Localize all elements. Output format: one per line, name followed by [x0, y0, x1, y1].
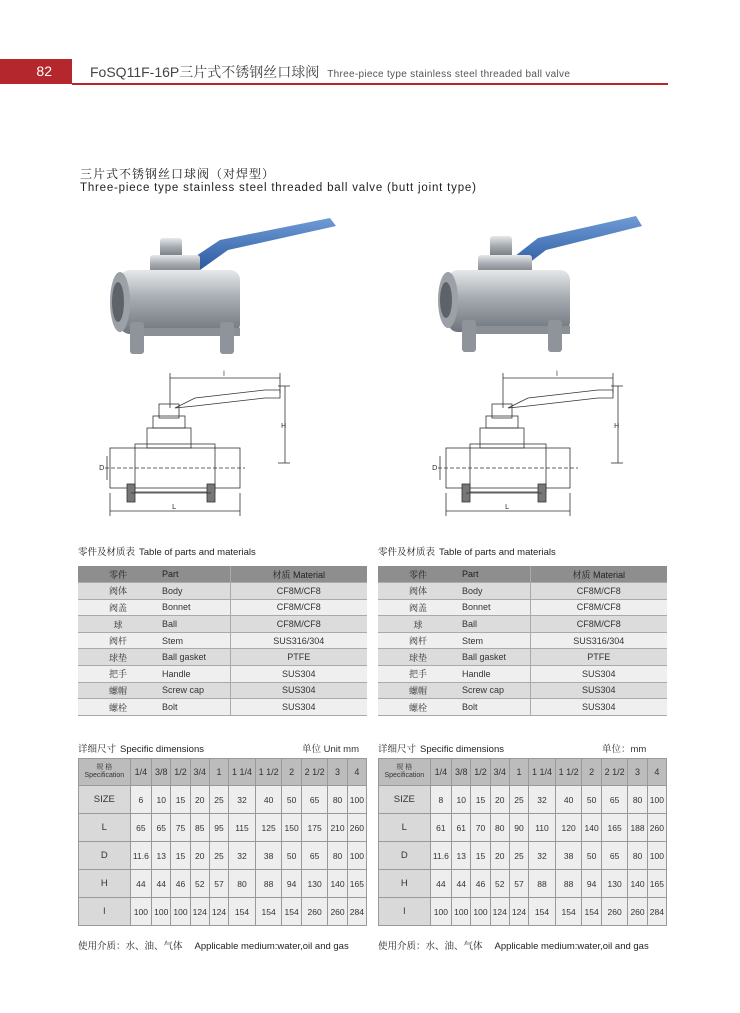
size-header-cell: 1/2: [471, 759, 490, 786]
header-title: [90, 62, 570, 82]
section-title-en: Three-piece type stainless steel threaded ball valve (butt joint type): [80, 182, 477, 194]
part-material: SUS316/304: [230, 632, 367, 649]
part-cn: 球: [378, 616, 458, 633]
dim-value-cell: 260: [301, 898, 328, 926]
dim-value-cell: 120: [555, 814, 582, 842]
dim-value-cell: 154: [229, 898, 256, 926]
dims-unit-right: 单位：mm: [602, 744, 647, 755]
size-header-cell: 2: [282, 759, 301, 786]
table-row: [378, 682, 667, 699]
dim-value-cell: 124: [509, 898, 528, 926]
part-material: CF8M/CF8: [230, 599, 367, 616]
part-material: SUS304: [230, 682, 367, 699]
parts-title-en: Table of parts and materials: [139, 547, 256, 558]
dim-value-cell: 140: [628, 870, 647, 898]
table-row: [78, 649, 367, 666]
table-row: [78, 666, 367, 683]
part-en: Bolt: [158, 699, 230, 716]
dim-value-cell: 6: [130, 786, 151, 814]
dims-title-right: [378, 741, 504, 755]
medium-en: Applicable medium:water,oil and gas: [194, 941, 349, 952]
size-header-cell: 3: [328, 759, 347, 786]
size-header-cell: 3/4: [190, 759, 209, 786]
dim-value-cell: 284: [347, 898, 366, 926]
table-row: [378, 632, 667, 649]
table-row: [379, 814, 667, 842]
dim-value-cell: 52: [190, 870, 209, 898]
spec-label-en: Specification: [384, 772, 425, 779]
table-row: [79, 814, 367, 842]
table-row: [379, 842, 667, 870]
table-row: [378, 599, 667, 616]
dim-value-cell: 50: [282, 786, 301, 814]
parts-header-cell: Part: [458, 566, 530, 583]
part-en: Body: [458, 583, 530, 600]
dim-value-cell: 80: [328, 842, 347, 870]
dim-value-cell: 210: [328, 814, 347, 842]
part-material: SUS304: [530, 699, 667, 716]
dim-value-cell: 260: [328, 898, 347, 926]
parts-header-row: [378, 566, 667, 583]
dim-value-cell: 32: [229, 786, 256, 814]
row-label: l: [379, 898, 431, 926]
row-label: SIZE: [379, 786, 431, 814]
part-cn: 螺栓: [378, 699, 458, 716]
table-row: [378, 666, 667, 683]
table-row: [78, 583, 367, 600]
row-label: D: [79, 842, 131, 870]
medium-cn: 使用介质：水、油、气体: [378, 941, 483, 952]
table-row: [78, 632, 367, 649]
dim-value-cell: 124: [190, 898, 209, 926]
technical-drawing-right: [428, 368, 638, 518]
part-material: PTFE: [530, 649, 667, 666]
parts-table-right: [378, 566, 667, 716]
part-material: PTFE: [230, 649, 367, 666]
part-cn: 阀盖: [78, 599, 158, 616]
dim-value-cell: 65: [130, 814, 151, 842]
dim-value-cell: 165: [647, 870, 666, 898]
dim-label-d: D: [432, 464, 438, 472]
dims-header-row: [79, 759, 367, 786]
dim-value-cell: 90: [509, 814, 528, 842]
table-row: [378, 649, 667, 666]
dim-label-L: L: [172, 503, 176, 511]
dim-value-cell: 130: [301, 870, 328, 898]
dim-value-cell: 95: [209, 814, 228, 842]
dim-value-cell: 8: [430, 786, 451, 814]
dim-value-cell: 15: [171, 786, 190, 814]
parts-header-cell: 零件: [78, 566, 158, 583]
size-header-cell: 1/4: [130, 759, 151, 786]
dim-value-cell: 75: [171, 814, 190, 842]
dim-value-cell: 260: [347, 814, 366, 842]
size-header-cell: 2: [582, 759, 601, 786]
size-header-cell: 3/4: [490, 759, 509, 786]
row-label: H: [379, 870, 431, 898]
table-row: [79, 842, 367, 870]
dim-value-cell: 65: [301, 786, 328, 814]
dim-value-cell: 100: [471, 898, 490, 926]
size-header-cell: 1 1/4: [229, 759, 256, 786]
row-label: D: [379, 842, 431, 870]
dim-value-cell: 165: [601, 814, 628, 842]
part-cn: 把手: [378, 666, 458, 683]
dim-value-cell: 175: [301, 814, 328, 842]
dim-value-cell: 100: [130, 898, 151, 926]
dim-value-cell: 32: [229, 842, 256, 870]
size-header-cell: 1 1/2: [255, 759, 282, 786]
dim-value-cell: 110: [529, 814, 556, 842]
size-header-cell: 1 1/2: [555, 759, 582, 786]
dim-value-cell: 10: [152, 786, 171, 814]
dim-value-cell: 40: [255, 786, 282, 814]
header-rule: [72, 83, 668, 85]
spec-label: [379, 759, 431, 786]
dim-value-cell: 124: [490, 898, 509, 926]
dim-value-cell: 65: [601, 842, 628, 870]
dim-value-cell: 32: [529, 786, 556, 814]
table-row: [78, 616, 367, 633]
dim-label-h: H: [281, 422, 287, 430]
part-material: CF8M/CF8: [530, 599, 667, 616]
parts-title-left: [78, 544, 256, 558]
dim-value-cell: 20: [490, 842, 509, 870]
row-label: SIZE: [79, 786, 131, 814]
part-en: Body: [158, 583, 230, 600]
dim-label-l: l: [223, 370, 225, 378]
part-cn: 阀体: [78, 583, 158, 600]
part-cn: 螺栓: [78, 699, 158, 716]
dim-value-cell: 10: [452, 786, 471, 814]
dims-title-cn: 详细尺寸: [78, 744, 117, 755]
part-en: Ball gasket: [458, 649, 530, 666]
spec-label-cn: 规 格: [96, 764, 113, 771]
dim-value-cell: 61: [430, 814, 451, 842]
dim-value-cell: 140: [582, 814, 601, 842]
dim-value-cell: 65: [152, 814, 171, 842]
part-material: CF8M/CF8: [230, 616, 367, 633]
medium-cn: 使用介质：水、油、气体: [78, 941, 183, 952]
dim-value-cell: 100: [152, 898, 171, 926]
table-row: [378, 699, 667, 716]
parts-title-right: [378, 544, 556, 558]
table-row: [379, 898, 667, 926]
part-en: Bonnet: [158, 599, 230, 616]
valve-photo-right: [420, 210, 670, 360]
section-title-cn: 三片式不锈钢丝口球阀（对焊型）: [80, 167, 276, 181]
dim-value-cell: 25: [209, 842, 228, 870]
dims-table-right: [378, 758, 667, 926]
dim-value-cell: 15: [471, 842, 490, 870]
size-header-cell: 4: [347, 759, 366, 786]
dim-value-cell: 140: [328, 870, 347, 898]
spec-label-en: Specification: [84, 772, 125, 779]
dim-value-cell: 57: [209, 870, 228, 898]
medium-right: [378, 938, 649, 952]
parts-title-cn: 零件及材质表: [378, 547, 436, 558]
part-en: Screw cap: [458, 682, 530, 699]
part-material: CF8M/CF8: [530, 616, 667, 633]
part-material: SUS304: [230, 666, 367, 683]
dim-value-cell: 100: [171, 898, 190, 926]
dims-header-row: [379, 759, 667, 786]
medium-left: [78, 938, 349, 952]
dim-value-cell: 154: [529, 898, 556, 926]
dim-value-cell: 13: [152, 842, 171, 870]
dim-value-cell: 94: [282, 870, 301, 898]
technical-drawing-left: [95, 368, 305, 518]
dims-title-cn: 详细尺寸: [378, 744, 417, 755]
dim-value-cell: 130: [601, 870, 628, 898]
dims-title-en: Specific dimensions: [120, 744, 204, 755]
size-header-cell: 3/8: [152, 759, 171, 786]
dim-label-h: H: [614, 422, 620, 430]
spec-label-cn: 规 格: [396, 764, 413, 771]
dim-value-cell: 65: [601, 786, 628, 814]
dim-value-cell: 20: [190, 786, 209, 814]
table-row: [378, 583, 667, 600]
dim-value-cell: 52: [490, 870, 509, 898]
part-en: Stem: [458, 632, 530, 649]
part-cn: 阀杆: [78, 632, 158, 649]
part-en: Handle: [458, 666, 530, 683]
dim-value-cell: 70: [471, 814, 490, 842]
dims-unit-left: 单位 Unit mm: [302, 744, 360, 755]
dim-value-cell: 25: [509, 842, 528, 870]
dim-value-cell: 80: [229, 870, 256, 898]
parts-header-row: [78, 566, 367, 583]
dim-value-cell: 80: [490, 814, 509, 842]
dim-label-L: L: [505, 503, 509, 511]
table-row: [78, 599, 367, 616]
dim-value-cell: 65: [301, 842, 328, 870]
dim-value-cell: 32: [529, 842, 556, 870]
dim-value-cell: 150: [282, 814, 301, 842]
dims-table-left: [78, 758, 367, 926]
dim-value-cell: 44: [152, 870, 171, 898]
spec-label: [79, 759, 131, 786]
size-header-cell: 1 1/4: [529, 759, 556, 786]
dim-value-cell: 94: [582, 870, 601, 898]
table-row: [379, 870, 667, 898]
dim-value-cell: 44: [452, 870, 471, 898]
header-title-cn: FoSQ11F-16P三片式不锈钢丝口球阀: [90, 64, 320, 80]
dim-value-cell: 154: [555, 898, 582, 926]
dim-value-cell: 100: [647, 842, 666, 870]
dim-value-cell: 13: [452, 842, 471, 870]
dim-label-d: D: [99, 464, 105, 472]
size-header-cell: 1/4: [430, 759, 451, 786]
dim-value-cell: 188: [628, 814, 647, 842]
dim-value-cell: 38: [255, 842, 282, 870]
part-en: Ball gasket: [158, 649, 230, 666]
dim-value-cell: 38: [555, 842, 582, 870]
dim-value-cell: 25: [209, 786, 228, 814]
part-cn: 螺帽: [378, 682, 458, 699]
dim-value-cell: 20: [490, 786, 509, 814]
part-en: Stem: [158, 632, 230, 649]
dim-value-cell: 100: [452, 898, 471, 926]
dim-value-cell: 15: [471, 786, 490, 814]
dim-value-cell: 284: [647, 898, 666, 926]
table-row: [78, 682, 367, 699]
part-material: CF8M/CF8: [530, 583, 667, 600]
size-header-cell: 2 1/2: [301, 759, 328, 786]
part-material: SUS304: [530, 682, 667, 699]
dim-value-cell: 46: [471, 870, 490, 898]
parts-title-cn: 零件及材质表: [78, 547, 136, 558]
dim-value-cell: 100: [347, 786, 366, 814]
table-row: [79, 898, 367, 926]
parts-header-cell: 零件: [378, 566, 458, 583]
dim-value-cell: 88: [555, 870, 582, 898]
dims-title-en: Specific dimensions: [420, 744, 504, 755]
dim-value-cell: 15: [171, 842, 190, 870]
dim-value-cell: 154: [282, 898, 301, 926]
dim-value-cell: 124: [209, 898, 228, 926]
dim-value-cell: 61: [452, 814, 471, 842]
row-label: H: [79, 870, 131, 898]
size-header-cell: 2 1/2: [601, 759, 628, 786]
dim-value-cell: 50: [582, 842, 601, 870]
dim-value-cell: 46: [171, 870, 190, 898]
parts-table-left: [78, 566, 367, 716]
size-header-cell: 3: [628, 759, 647, 786]
dim-value-cell: 260: [647, 814, 666, 842]
part-en: Ball: [458, 616, 530, 633]
size-header-cell: 3/8: [452, 759, 471, 786]
dim-value-cell: 260: [628, 898, 647, 926]
dim-value-cell: 88: [255, 870, 282, 898]
dim-value-cell: 115: [229, 814, 256, 842]
dim-value-cell: 25: [509, 786, 528, 814]
dim-value-cell: 154: [255, 898, 282, 926]
page-number: 82: [0, 59, 72, 84]
header-title-en: Three-piece type stainless steel threaded ball valve: [327, 69, 571, 80]
part-cn: 阀体: [378, 583, 458, 600]
dim-value-cell: 44: [430, 870, 451, 898]
part-material: SUS304: [230, 699, 367, 716]
parts-header-cell: Part: [158, 566, 230, 583]
dim-value-cell: 40: [555, 786, 582, 814]
dim-value-cell: 11.6: [430, 842, 451, 870]
table-row: [78, 699, 367, 716]
part-cn: 球垫: [78, 649, 158, 666]
size-header-cell: 1/2: [171, 759, 190, 786]
dim-value-cell: 11.6: [130, 842, 151, 870]
dim-value-cell: 80: [628, 786, 647, 814]
dim-value-cell: 44: [130, 870, 151, 898]
valve-photo-left: [100, 210, 350, 360]
dim-value-cell: 50: [582, 786, 601, 814]
dim-value-cell: 154: [582, 898, 601, 926]
part-cn: 把手: [78, 666, 158, 683]
row-label: L: [379, 814, 431, 842]
size-header-cell: 1: [209, 759, 228, 786]
size-header-cell: 1: [509, 759, 528, 786]
part-cn: 螺帽: [78, 682, 158, 699]
dim-value-cell: 260: [601, 898, 628, 926]
part-material: SUS304: [530, 666, 667, 683]
table-row: [79, 786, 367, 814]
dim-value-cell: 100: [430, 898, 451, 926]
part-material: SUS316/304: [530, 632, 667, 649]
dim-value-cell: 100: [347, 842, 366, 870]
part-cn: 阀盖: [378, 599, 458, 616]
dim-value-cell: 125: [255, 814, 282, 842]
part-en: Bolt: [458, 699, 530, 716]
dims-title-left: [78, 741, 204, 755]
dim-label-l: l: [556, 370, 558, 378]
parts-title-en: Table of parts and materials: [439, 547, 556, 558]
part-material: CF8M/CF8: [230, 583, 367, 600]
table-row: [379, 786, 667, 814]
parts-header-cell: 材质 Material: [530, 566, 667, 583]
part-cn: 阀杆: [378, 632, 458, 649]
dim-value-cell: 50: [282, 842, 301, 870]
table-row: [79, 870, 367, 898]
part-en: Ball: [158, 616, 230, 633]
table-row: [378, 616, 667, 633]
row-label: l: [79, 898, 131, 926]
parts-header-cell: 材质 Material: [230, 566, 367, 583]
dim-value-cell: 80: [328, 786, 347, 814]
dim-value-cell: 165: [347, 870, 366, 898]
part-en: Screw cap: [158, 682, 230, 699]
medium-en: Applicable medium:water,oil and gas: [494, 941, 649, 952]
dim-value-cell: 80: [628, 842, 647, 870]
part-cn: 球: [78, 616, 158, 633]
dim-value-cell: 57: [509, 870, 528, 898]
size-header-cell: 4: [647, 759, 666, 786]
part-cn: 球垫: [378, 649, 458, 666]
dim-value-cell: 85: [190, 814, 209, 842]
part-en: Bonnet: [458, 599, 530, 616]
part-en: Handle: [158, 666, 230, 683]
dim-value-cell: 100: [647, 786, 666, 814]
dim-value-cell: 88: [529, 870, 556, 898]
dim-value-cell: 20: [190, 842, 209, 870]
row-label: L: [79, 814, 131, 842]
